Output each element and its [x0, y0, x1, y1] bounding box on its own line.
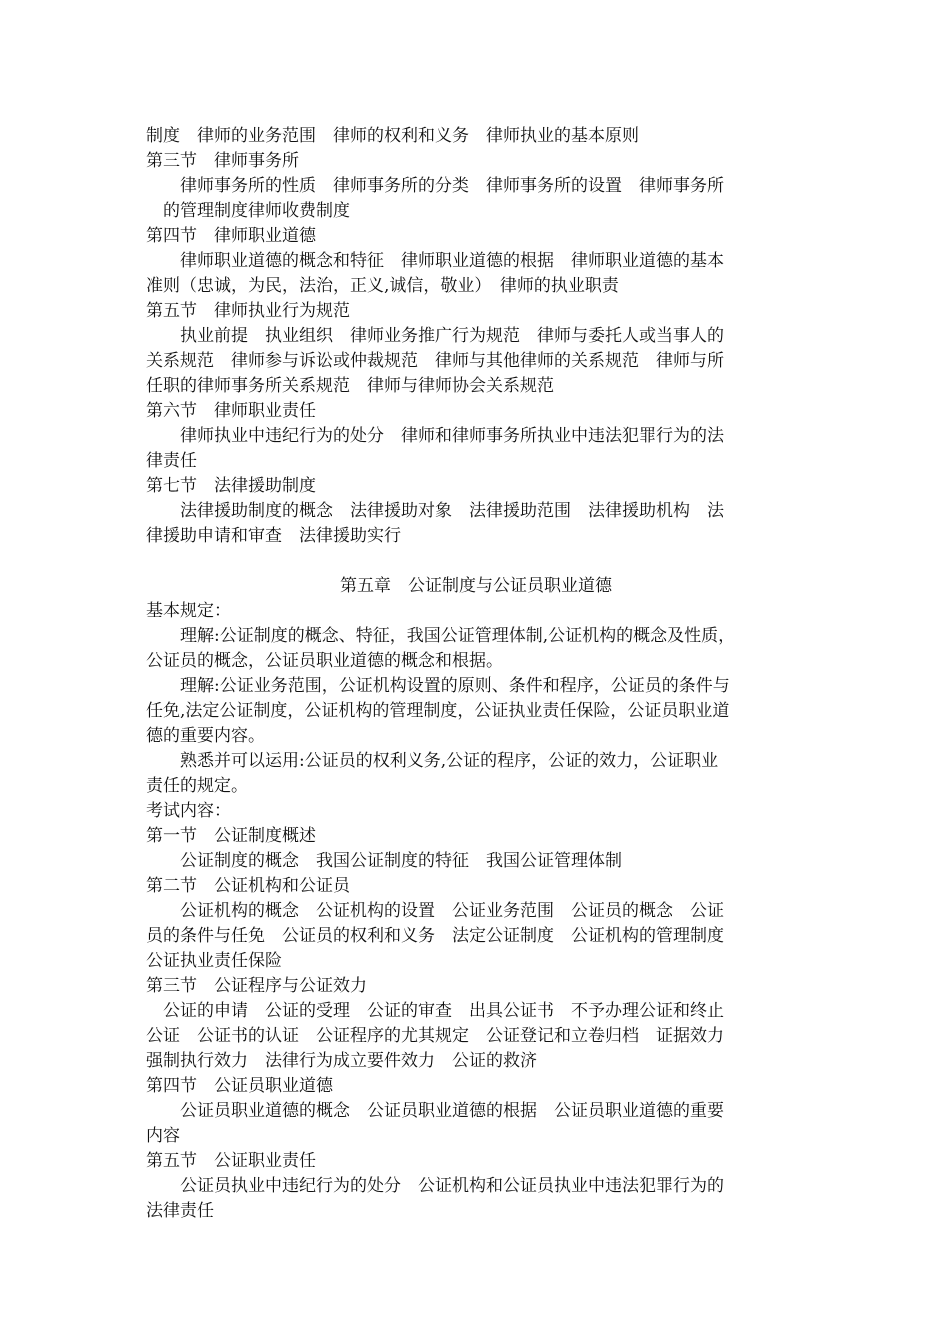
text-line: 理解:公证业务范围，公证机构设置的原则、条件和程序，公证员的条件与: [146, 676, 730, 696]
text-line: 公证 公证书的认证 公证程序的尤其规定 公证登记和立卷归档 证据效力: [146, 1026, 724, 1046]
text-line: 理解:公证制度的概念、特征，我国公证管理体制,公证机构的概念及性质，: [146, 626, 736, 646]
text-line: 准则（忠诚，为民，法治，正义,诚信，敬业） 律师的执业职责: [146, 276, 619, 296]
text-line: 执业前提 执业组织 律师业务推广行为规范 律师与委托人或当事人的: [146, 326, 724, 346]
subheading: 考试内容：: [146, 801, 231, 821]
chapter-title: 第五章 公证制度与公证员职业道德: [340, 576, 612, 596]
text-line: 公证的申请 公证的受理 公证的审查 出具公证书 不予办理公证和终止: [146, 1001, 724, 1021]
text-line: 律师事务所的性质 律师事务所的分类 律师事务所的设置 律师事务所: [146, 176, 724, 196]
text-line: 的管理制度律师收费制度: [146, 201, 350, 221]
section-heading: 第三节 公证程序与公证效力: [146, 976, 367, 996]
text-line: 责任的规定。: [146, 776, 248, 796]
text-line: 公证执业责任保险: [146, 951, 282, 971]
text-line: 公证员执业中违纪行为的处分 公证机构和公证员执业中违法犯罪行为的: [146, 1176, 724, 1196]
text-line: 公证员职业道德的概念 公证员职业道德的根据 公证员职业道德的重要: [146, 1101, 724, 1121]
section-heading: 第五节 公证职业责任: [146, 1151, 316, 1171]
text-line: 强制执行效力 法律行为成立要件效力 公证的救济: [146, 1051, 537, 1071]
text-line: 员的条件与任免 公证员的权利和义务 法定公证制度 公证机构的管理制度: [146, 926, 724, 946]
text-line: 任免,法定公证制度，公证机构的管理制度，公证执业责任保险，公证员职业道: [146, 701, 730, 721]
text-line: 律援助申请和审查 法律援助实行: [146, 526, 401, 546]
text-line: 熟悉并可以运用:公证员的权利义务,公证的程序，公证的效力，公证职业: [146, 751, 719, 771]
section-heading: 第五节 律师执业行为规范: [146, 301, 350, 321]
text-line: 律师职业道德的概念和特征 律师职业道德的根据 律师职业道德的基本: [146, 251, 724, 271]
text-line: 公证机构的概念 公证机构的设置 公证业务范围 公证员的概念 公证: [146, 901, 724, 921]
section-heading: 第七节 法律援助制度: [146, 476, 316, 496]
text-line: 法律责任: [146, 1201, 214, 1221]
section-heading: 第二节 公证机构和公证员: [146, 876, 350, 896]
text-line: 律责任: [146, 451, 197, 471]
section-heading: 第六节 律师职业责任: [146, 401, 316, 421]
section-heading: 第四节 律师职业道德: [146, 226, 316, 246]
document-text: [146, 124, 806, 1224]
text-line: 任职的律师事务所关系规范 律师与律师协会关系规范: [146, 376, 554, 396]
section-heading: 第四节 公证员职业道德: [146, 1076, 333, 1096]
text-line: 法律援助制度的概念 法律援助对象 法律援助范围 法律援助机构 法: [146, 501, 724, 521]
text-line: 律师执业中违纪行为的处分 律师和律师事务所执业中违法犯罪行为的法: [146, 426, 724, 446]
subheading: 基本规定：: [146, 601, 231, 621]
text-line: 公证员的概念，公证员职业道德的概念和根据。: [146, 651, 503, 671]
text-line: 制度 律师的业务范围 律师的权利和义务 律师执业的基本原则: [146, 126, 639, 146]
text-line: 德的重要内容。: [146, 726, 265, 746]
text-line: 关系规范 律师参与诉讼或仲裁规范 律师与其他律师的关系规范 律师与所: [146, 351, 724, 371]
section-heading: 第一节 公证制度概述: [146, 826, 316, 846]
text-line: 公证制度的概念 我国公证制度的特征 我国公证管理体制: [146, 851, 622, 871]
section-heading: 第三节 律师事务所: [146, 151, 299, 171]
text-line: 内容: [146, 1126, 180, 1146]
